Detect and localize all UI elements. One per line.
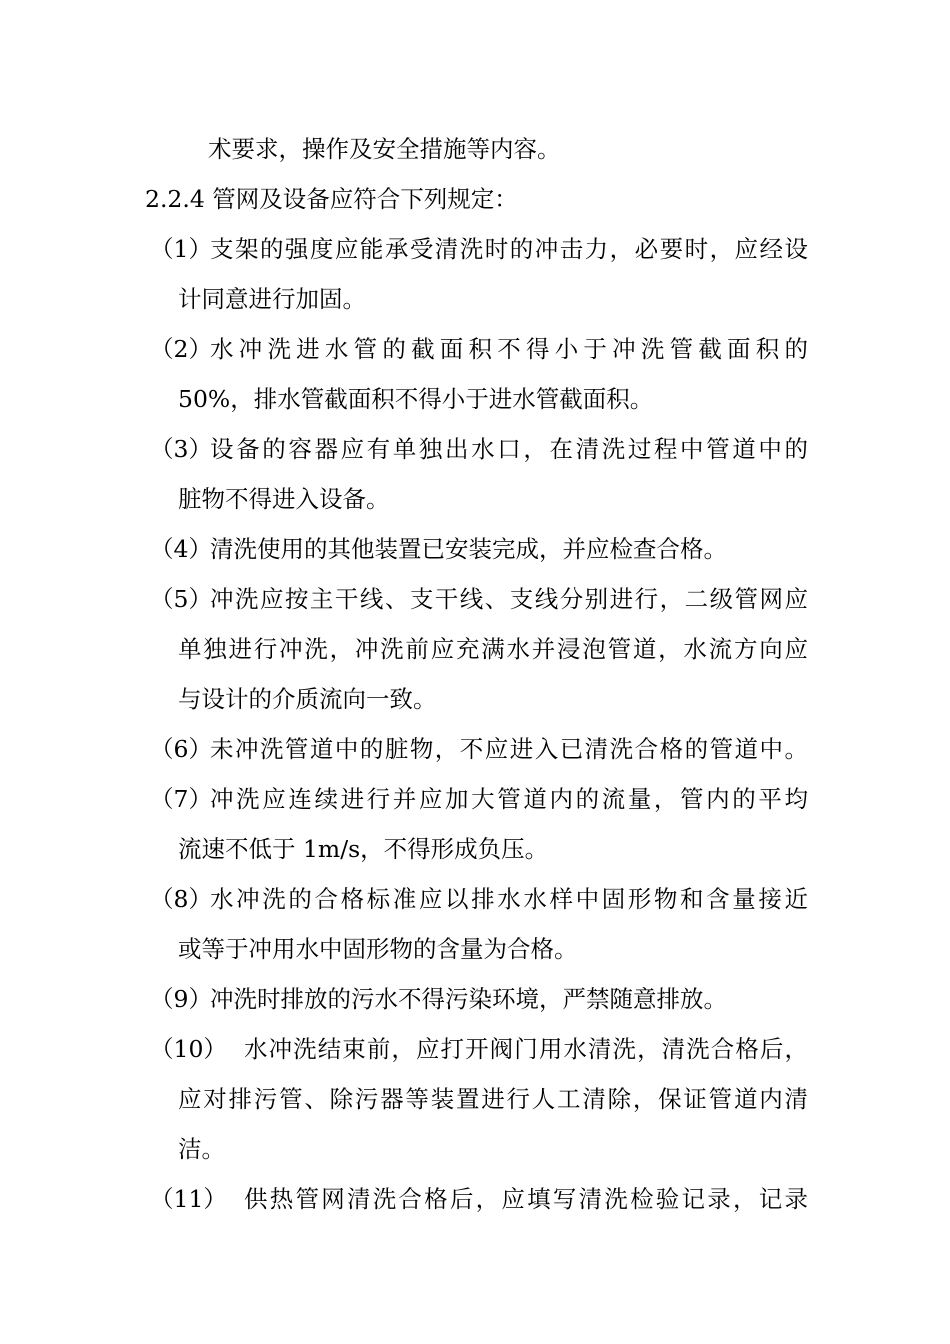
item-text: 与设计的介质流向一致。 bbox=[178, 685, 437, 713]
item-number: （11） bbox=[150, 1185, 227, 1213]
item-text: 冲洗应连续进行并应加大管道内的流量，管内的平均 bbox=[210, 785, 808, 813]
item-text: 计同意进行加固。 bbox=[178, 285, 366, 313]
item-number: （5） bbox=[150, 585, 212, 613]
item-text: 水冲洗结束前，应打开阀门用水清洗，清洗合格后， bbox=[244, 1035, 808, 1063]
item-text: 供热管网清洗合格后，应填写清洗检验记录，记录 bbox=[244, 1185, 808, 1213]
item-text: 未冲洗管道中的脏物，不应进入已清洗合格的管道中。 bbox=[210, 735, 808, 763]
item-text: 脏物不得进入设备。 bbox=[178, 485, 390, 513]
section-heading: 2.2.4 管网及设备应符合下列规定： bbox=[145, 185, 518, 213]
item-text: 或等于冲用水中固形物的含量为合格。 bbox=[178, 935, 578, 963]
item-number: （10） bbox=[150, 1035, 227, 1063]
item-text: 支架的强度应能承受清洗时的冲击力，必要时，应经设 bbox=[210, 235, 808, 263]
item-text: 设备的容器应有单独出水口，在清洗过程中管道中的 bbox=[210, 435, 808, 463]
item-number: （4） bbox=[150, 535, 212, 563]
item-text: 水冲洗的合格标准应以排水水样中固形物和含量接近 bbox=[210, 885, 808, 913]
item-text: 50%，排水管截面积不得小于进水管截面积。 bbox=[178, 385, 654, 413]
item-number: （9） bbox=[150, 985, 212, 1013]
item-text: 水冲洗进水管的截面积不得小于冲洗管截面积的 bbox=[210, 335, 808, 363]
item-number: （1） bbox=[150, 235, 212, 263]
item-number: （8） bbox=[150, 885, 212, 913]
item-number: （6） bbox=[150, 735, 212, 763]
item-number: （7） bbox=[150, 785, 212, 813]
continuation-line: 术要求，操作及安全措施等内容。 bbox=[208, 135, 561, 163]
item-text: 冲洗应按主干线、支干线、支线分别进行，二级管网应 bbox=[210, 585, 808, 613]
item-number: （3） bbox=[150, 435, 212, 463]
item-text: 冲洗时排放的污水不得污染环境，严禁随意排放。 bbox=[210, 985, 727, 1013]
item-number: （2） bbox=[150, 335, 212, 363]
item-text: 应对排污管、除污器等装置进行人工清除，保证管道内清 bbox=[178, 1085, 808, 1113]
item-text: 洁。 bbox=[178, 1135, 225, 1163]
item-text: 清洗使用的其他装置已安装完成，并应检查合格。 bbox=[210, 535, 727, 563]
item-text: 单独进行冲洗，冲洗前应充满水并浸泡管道，水流方向应 bbox=[178, 635, 808, 663]
item-text: 流速不低于 1m/s，不得形成负压。 bbox=[178, 835, 549, 863]
